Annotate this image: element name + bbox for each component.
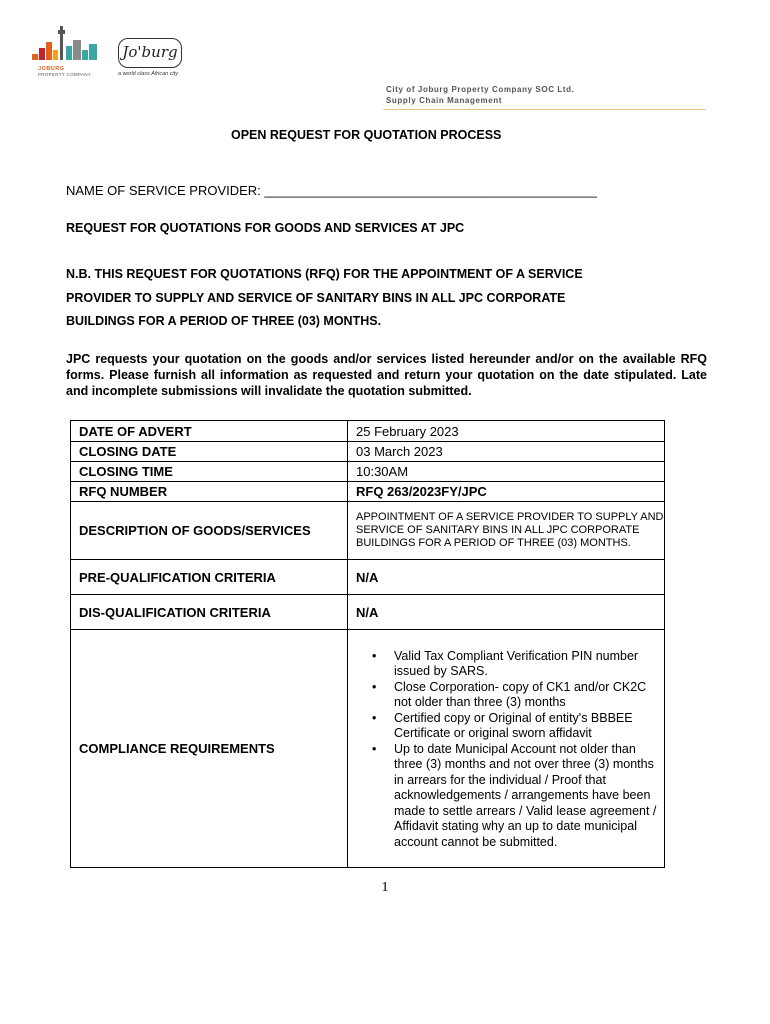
description-label: DESCRIPTION OF GOODS/SERVICES	[71, 502, 348, 560]
rfq-heading: REQUEST FOR QUOTATIONS FOR GOODS AND SERVICES AT JPC	[66, 221, 465, 235]
nb-line: PROVIDER TO SUPPLY AND SERVICE OF SANITARY BINS IN ALL JPC CORPORATE	[66, 291, 566, 305]
page-number: 1	[381, 880, 389, 895]
table-row	[71, 595, 665, 630]
rfq-info-table	[70, 420, 665, 868]
joburg-logo: Jo'burg	[118, 38, 182, 68]
table-row	[71, 502, 665, 560]
closing-time-value: 10:30AM	[348, 462, 665, 482]
closing-date-label: CLOSING DATE	[71, 442, 348, 462]
list-item: • Certified copy or Original of entity's BBBEE Certificate or original sworn affidavit	[348, 711, 658, 742]
compliance-label: COMPLIANCE REQUIREMENTS	[71, 630, 348, 868]
company-header	[386, 84, 574, 106]
table-row	[71, 421, 665, 442]
date-of-advert-value: 25 February 2023	[348, 421, 665, 442]
dis-qualification-value: N/A	[348, 595, 665, 630]
page-title: OPEN REQUEST FOR QUOTATION PROCESS	[231, 128, 502, 142]
table-row	[71, 560, 665, 595]
department-name: Supply Chain Management	[386, 96, 503, 105]
intro-paragraph: JPC requests your quotation on the goods and/or services listed hereunder and/or on the available RFQ forms. Please furnish all information as requested and return your quotation on the date stipulated. Late and incomplete submissions will invalidate the quotation submitted.	[66, 352, 707, 398]
pre-qualification-value: N/A	[348, 560, 665, 595]
closing-date-value: 03 March 2023	[348, 442, 665, 462]
table-row	[71, 482, 665, 502]
rfq-number-label: RFQ NUMBER	[71, 482, 348, 502]
service-provider-field: NAME OF SERVICE PROVIDER: ______________________________________________	[66, 183, 597, 198]
compliance-list	[348, 647, 658, 851]
company-name: City of Joburg Property Company SOC Ltd.	[386, 85, 575, 94]
nb-line: N.B. THIS REQUEST FOR QUOTATIONS (RFQ) FOR THE APPOINTMENT OF A SERVICE	[66, 267, 583, 281]
table-row	[71, 630, 665, 868]
joburg-tagline: a world class African city	[118, 71, 179, 77]
jpc-logo-subname: PROPERTY COMPANY	[38, 72, 92, 77]
nb-line: BUILDINGS FOR A PERIOD OF THREE (03) MONTHS.	[66, 314, 382, 328]
compliance-value	[348, 630, 665, 868]
list-item: • Close Corporation- copy of CK1 and/or CK2C not older than three (3) months	[348, 680, 658, 711]
table-row	[71, 462, 665, 482]
rfq-number-value: RFQ 263/2023FY/JPC	[348, 482, 665, 502]
dis-qualification-label: DIS-QUALIFICATION CRITERIA	[71, 595, 348, 630]
closing-time-label: CLOSING TIME	[71, 462, 348, 482]
table-row	[71, 442, 665, 462]
list-item: • Up to date Municipal Account not older than three (3) months and not over three (3) months in arrears for the individual / Proof that acknowledgements / arrangements have been made to settle arrears / Valid lease agreement / Affidavit stating why an up to date municipal account cannot be submitted.	[348, 742, 658, 851]
description-value: APPOINTMENT OF A SERVICE PROVIDER TO SUPPLY AND SERVICE OF SANITARY BINS IN ALL JPC CORPORATE BUILDINGS FOR A PERIOD OF THREE (03) MONTHS.	[348, 502, 665, 560]
jpc-logo-name: JOBURG	[38, 66, 65, 72]
pre-qualification-label: PRE-QUALIFICATION CRITERIA	[71, 560, 348, 595]
date-of-advert-label: DATE OF ADVERT	[71, 421, 348, 442]
header-divider	[383, 109, 706, 110]
jpc-logo	[28, 22, 102, 78]
list-item: • Valid Tax Compliant Verification PIN number issued by SARS.	[348, 649, 658, 680]
